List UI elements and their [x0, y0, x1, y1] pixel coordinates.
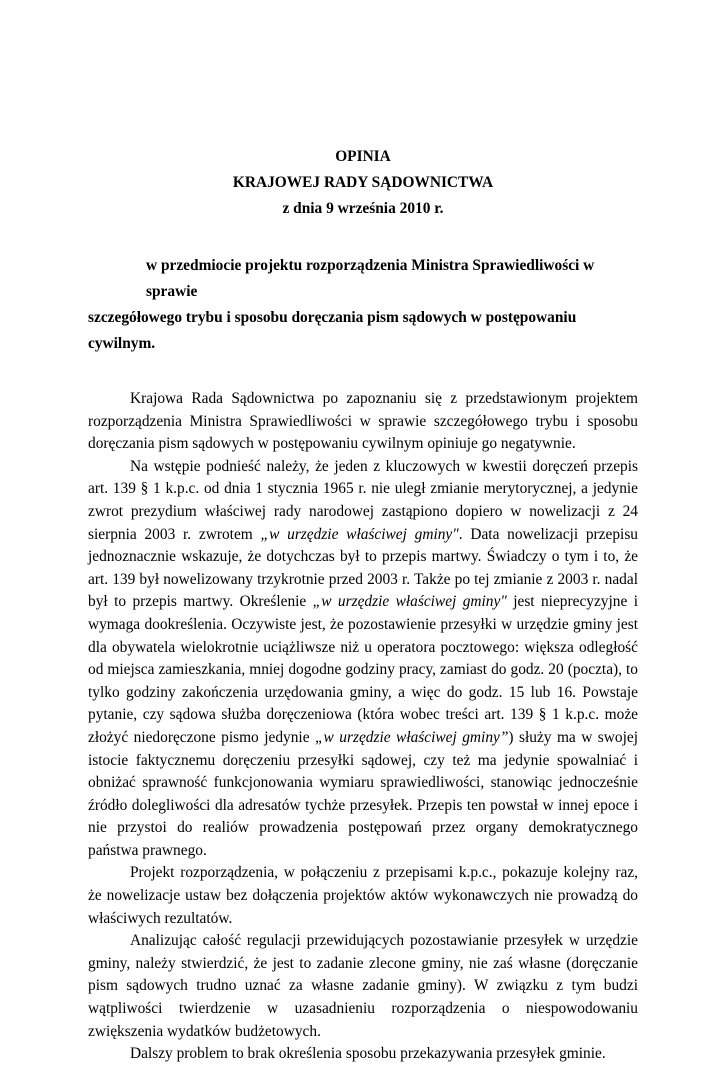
document-subject [88, 253, 638, 357]
paragraph-3: Projekt rozporządzenia, w połączeniu z przepisami k.p.c., pokazuje kolejny raz, że nowelizacje ustaw bez dołączenia projektów aktów wykonawczych nie prowadzą do właściwych rezultatów. [88, 864, 638, 927]
quote-urzad-gminy-2: „w urzędzie właściwej gminy" [312, 593, 507, 611]
paragraph-5: Dalszy problem to brak określenia sposobu przekazywania przesyłek gminie. [130, 1045, 606, 1063]
subject-line-1: w przedmiocie projektu rozporządzenia Ministra Sprawiedliwości w sprawie [146, 257, 595, 300]
paragraph-2-text-a: Na wstępie podnieść należy, że jeden z kluczowych w kwestii doręczeń przepis art. 139 § 1 k.p.c. od dnia 1 stycznia 1965 r. nie uległ zmianie merytorycznej, a jedynie zwrot prezydium właściwej rady narodowej zastąpiono dopiero w nowelizacji z 24 sierpnia 2003 r. zwrotem [88, 457, 638, 543]
paragraph-2-text-b: . Data nowelizacji przepisu jednoznacznie wskazuje, że dotychczas był to przepis martwy. Świadczy o tym i to, że art. 139 był nowelizowany trzykrotnie przed 2003 r. Także po tej zmianie z 2003 r. nadal był to przepis martwy. Określenie [88, 525, 638, 611]
document-page [88, 136, 638, 1066]
document-body [88, 388, 638, 1066]
heading-title: OPINIA [335, 148, 391, 165]
paragraph-4: Analizując całość regulacji przewidujących pozostawianie przesyłek w urzędzie gminy, należy stwierdzić, że jest to zadanie zlecone gminy, nie zaś własne (doręczanie pism sądowych trudno uznać za własne zadanie gminy). W związku z tym budzi wątpliwości twierdzenie w uzasadnieniu rozporządzenia o niespowodowaniu zwiększenia wydatków budżetowych. [88, 932, 638, 1040]
paragraph-2 [88, 456, 638, 863]
quote-urzad-gminy-1: „w urzędzie właściwej gminy" [260, 525, 459, 543]
subject-line-2: szczegółowego trybu i sposobu doręczania pism sądowych w postępowaniu cywilnym. [88, 309, 577, 352]
document-heading [88, 144, 638, 222]
paragraph-2-text-d: ) służy ma w swojej istocie faktycznemu doręczeniu przesyłki sądowej, czy też ma jedynie spowalniać i obniżać sprawność funkcjonowania wymiaru sprawiedliwości, stanowiąc jednocześnie źródło dolegliwości dla adresatów tychże przesyłek. Przepis ten powstał w innej epoce i nie przystoi do realiów prowadzenia postępowań przez organy demokratycznego państwa prawnego. [88, 728, 638, 859]
heading-date: z dnia 9 września 2010 r. [282, 200, 444, 217]
paragraph-1: Krajowa Rada Sądownictwa po zapoznaniu się z przedstawionym projektem rozporządzenia Ministra Sprawiedliwości w sprawie szczegółowego trybu i sposobu doręczania pism sądowych w postępowaniu cywilnym opiniuje go negatywnie. [88, 390, 638, 453]
heading-institution: KRAJOWEJ RADY SĄDOWNICTWA [232, 174, 494, 191]
quote-urzad-gminy-3: „w urzędzie właściwej gminy” [315, 728, 509, 746]
paragraph-2-text-c: jest nieprecyzyjne i wymaga dookreślenia. Oczywiste jest, że pozostawienie przesyłki w urzędzie gminy jest dla obywatela wielokrotnie uciążliwsze niż u operatora pocztowego: większa odległość od miejsca zamieszkania, mniej dogodne godziny pracy, zamiast do godz. 20 (poczta), to tylko godziny zakończenia urzędowania gminy, a więc do godz. 15 lub 16. Powstaje pytanie, czy sądowa służba doręczeniowa (która wobec treści art. 139 § 1 k.p.c. może złożyć niedoręczone pismo jedynie [88, 593, 638, 746]
